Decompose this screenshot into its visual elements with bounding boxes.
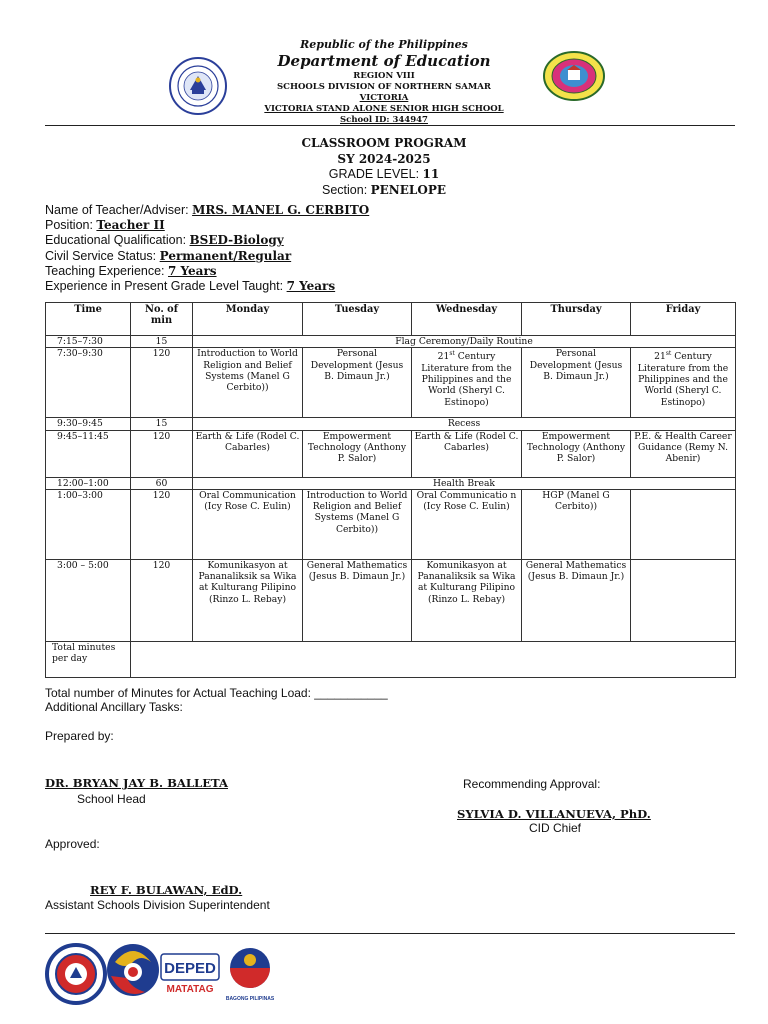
subject-text: Century Literature from the Philippines and the World (Sheryl C. Estinopo)	[421, 351, 512, 408]
total-minutes-label: Total minutes per day	[46, 641, 131, 677]
thursday-cell: Empowerment Technology (Anthony P. Salor)	[522, 430, 631, 477]
header-minutes: No. of min	[131, 303, 193, 336]
school-year: SY 2024-2025	[337, 151, 431, 166]
friday-cell	[631, 489, 736, 559]
qualification-label: Educational Qualification:	[45, 233, 190, 248]
time-cell: 7:15–7:30	[46, 336, 131, 348]
bagong-pilipinas-text: BAGONG PILIPINAS	[225, 996, 275, 1002]
civil-service-label: Civil Service Status:	[45, 248, 160, 263]
school-head-name: DR. BRYAN JAY B. BALLETA	[45, 776, 229, 790]
thursday-cell: Personal Development (Jesus B. Dimaun Jr.)	[522, 348, 631, 418]
header-monday: Monday	[193, 303, 303, 336]
ancillary-line: Additional Ancillary Tasks:	[45, 700, 183, 714]
bagong-pilipinas-icon	[226, 948, 275, 1002]
section-value: PENELOPE	[370, 182, 446, 197]
tuesday-cell: Introduction to World Religion and Belief Systems (Manel G Cerbito))	[303, 489, 412, 559]
footer-logos-graphic	[45, 940, 285, 1010]
minutes-cell: 15	[131, 336, 193, 348]
recess-cell: Recess	[193, 418, 736, 430]
teaching-experience-label: Teaching Experience:	[45, 263, 168, 278]
grade-level	[0, 167, 768, 183]
minutes-cell: 60	[131, 477, 193, 489]
cid-chief-title: CID Chief	[529, 821, 582, 835]
qualification-row	[45, 233, 369, 248]
thursday-cell: HGP (Manel G Cerbito))	[522, 489, 631, 559]
monday-cell: Earth & Life (Rodel C. Cabarles)	[193, 430, 303, 477]
position-row	[45, 218, 369, 233]
position-label: Position:	[45, 218, 97, 233]
header-friday: Friday	[631, 303, 736, 336]
section	[0, 183, 768, 199]
deped-matatag-logo	[161, 954, 219, 995]
wednesday-cell	[412, 348, 522, 418]
teacher-value: MRS. MANEL G. CERBITO	[192, 203, 370, 217]
header-time: Time	[46, 303, 131, 336]
teacher-info	[45, 203, 369, 294]
grade-experience-value: 7 Years	[286, 279, 336, 294]
time-cell: 9:45–11:45	[46, 430, 131, 477]
total-minutes-value	[131, 641, 736, 677]
section-label: Section:	[322, 182, 371, 197]
header-tuesday: Tuesday	[303, 303, 412, 336]
region-text: REGION VIII	[353, 71, 415, 81]
total-minutes-line: Total number of Minutes for Actual Teaching Load: ___________	[45, 686, 388, 700]
wednesday-cell: Earth & Life (Rodel C. Cabarles)	[412, 430, 522, 477]
asds-title: Assistant Schools Division Superintendent	[45, 898, 270, 912]
program-title-block	[0, 136, 768, 198]
friday-cell	[631, 348, 736, 418]
teacher-label: Name of Teacher/Adviser:	[45, 203, 193, 217]
monday-cell: Introduction to World Religion and Belief Systems (Manel G Cerbito))	[193, 348, 303, 418]
subject-text: Century Literature from the Philippines and the World (Sheryl C. Estinopo)	[637, 351, 729, 408]
time-cell: 12:00–1:00	[46, 477, 131, 489]
table-row	[46, 336, 736, 348]
division-text: SCHOOLS DIVISION OF NORTHERN SAMAR	[277, 82, 491, 92]
teaching-experience-row	[45, 264, 369, 279]
health-break-cell: Health Break	[193, 477, 736, 489]
header-thursday: Thursday	[522, 303, 631, 336]
grade-experience-row	[45, 279, 369, 294]
friday-cell	[631, 559, 736, 641]
table-row	[46, 348, 736, 418]
table-row	[46, 430, 736, 477]
header-divider	[45, 125, 735, 126]
asds-name: REY F. BULAWAN, EdD.	[90, 883, 243, 897]
deped-seal-small-icon	[47, 945, 105, 1003]
header-wednesday: Wednesday	[412, 303, 522, 336]
table-row	[46, 489, 736, 559]
municipality-text: VICTORIA	[359, 93, 409, 103]
minutes-cell: 120	[131, 559, 193, 641]
cid-chief-name: SYLVIA D. VILLANUEVA, PhD.	[457, 807, 651, 821]
deped-logo-text: DEPED	[164, 960, 216, 977]
department-text: Department of Education	[277, 52, 491, 70]
table-header-row	[46, 303, 736, 336]
table-row	[46, 559, 736, 641]
approved-label: Approved:	[45, 837, 100, 851]
tuesday-cell: Empowerment Technology (Anthony P. Salor)	[303, 430, 412, 477]
school-name-text: VICTORIA STAND ALONE SENIOR HIGH SCHOOL	[264, 104, 504, 114]
minutes-cell: 120	[131, 348, 193, 418]
prepared-by-label: Prepared by:	[45, 729, 114, 743]
time-cell: 3:00 – 5:00	[46, 559, 131, 641]
time-cell: 9:30–9:45	[46, 418, 131, 430]
time-cell: 1:00–3:00	[46, 489, 131, 559]
minutes-cell: 120	[131, 489, 193, 559]
tuesday-cell: Personal Development (Jesus B. Dimaun Jr.)	[303, 348, 412, 418]
position-value: Teacher II	[96, 218, 165, 233]
table-row	[46, 418, 736, 430]
civil-service-value: Permanent/Regular	[159, 248, 292, 263]
flag-ceremony-cell: Flag Ceremony/Daily Routine	[193, 336, 736, 348]
minutes-cell: 15	[131, 418, 193, 430]
table-row	[46, 641, 736, 677]
time-cell: 7:30–9:30	[46, 348, 131, 418]
wednesday-cell: Oral Communicatio n (Icy Rose C. Eulin)	[412, 489, 522, 559]
recommending-label: Recommending Approval:	[463, 777, 601, 791]
grade-level-label: GRADE LEVEL:	[328, 167, 423, 181]
grade-experience-label: Experience in Present Grade Level Taught:	[45, 279, 287, 294]
ordinal-suffix: st	[449, 350, 455, 358]
footer-divider	[45, 933, 735, 934]
school-head-title: School Head	[77, 792, 146, 806]
civil-service-row	[45, 249, 369, 264]
monday-cell: Oral Communication (Icy Rose C. Eulin)	[193, 489, 303, 559]
teacher-row	[45, 203, 369, 218]
table-row	[46, 477, 736, 489]
friday-cell: P.E. & Health Career Guidance (Remy N. Abenir)	[631, 430, 736, 477]
ordinal-number: 21	[654, 351, 666, 363]
program-title: CLASSROOM PROGRAM	[301, 136, 467, 150]
minutes-cell: 120	[131, 430, 193, 477]
letterhead	[0, 38, 768, 126]
school-id-text: School ID: 344947	[340, 115, 428, 125]
monday-cell: Komunikasyon at Pananaliksik sa Wika at Kulturang Pilipino (Rinzo L. Rebay)	[193, 559, 303, 641]
schedule-table	[45, 302, 736, 678]
ordinal-suffix: st	[665, 350, 672, 358]
matatag-logo-text: MATATAG	[166, 984, 214, 995]
thursday-cell: General Mathematics (Jesus B. Dimaun Jr.)	[522, 559, 631, 641]
ordinal-number: 21	[437, 351, 450, 363]
tuesday-cell: General Mathematics (Jesus B. Dimaun Jr.)	[303, 559, 412, 641]
footer-logos	[45, 940, 285, 1010]
republic-text: Republic of the Philippines	[300, 38, 468, 51]
matatag-swirl-icon	[107, 944, 159, 996]
teaching-experience-value: 7 Years	[168, 263, 217, 278]
wednesday-cell: Komunikasyon at Pananaliksik sa Wika at Kulturang Pilipino (Rinzo L. Rebay)	[412, 559, 522, 641]
grade-level-value: 11	[422, 167, 440, 181]
qualification-value: BSED-Biology	[189, 233, 284, 248]
